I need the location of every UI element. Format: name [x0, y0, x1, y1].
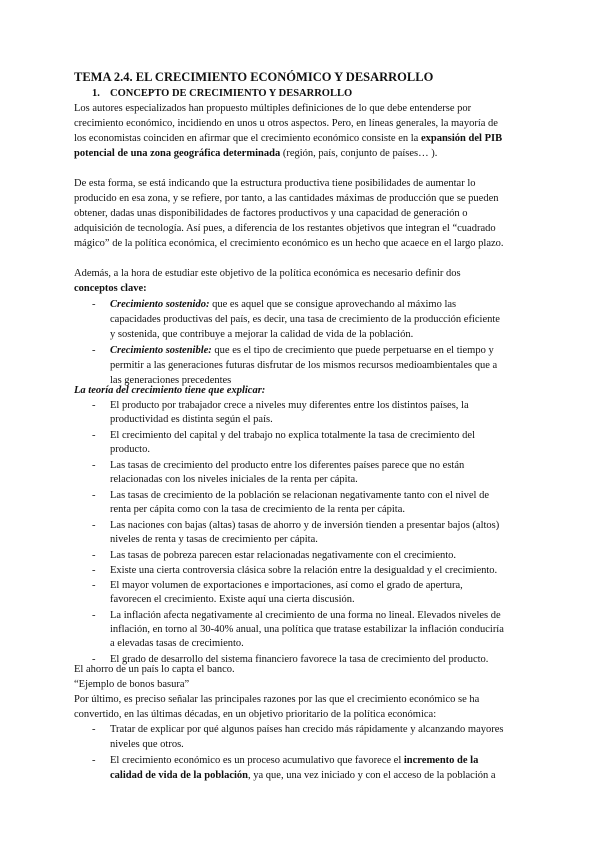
- list-dash: -: [92, 654, 96, 665]
- theory-item-line: Las tasas de crecimiento del producto entre los diferentes países parece que no están: [110, 460, 465, 471]
- paragraph-1-line: [74, 131, 502, 146]
- section-title: CONCEPTO DE CRECIMIENTO Y DESARROLLO: [110, 88, 353, 99]
- list-dash: -: [92, 755, 96, 766]
- list-dash: -: [92, 550, 96, 561]
- list-dash: -: [92, 724, 96, 735]
- reason-item-line: [110, 753, 478, 768]
- paragraph-4-line: convertido, en las últimas décadas, en un objetivo prioritario de la política económica:: [74, 709, 437, 720]
- theory-item-line: La inflación afecta negativamente al crecimiento de una forma no lineal. Elevados niveles de: [110, 610, 501, 621]
- list-dash: -: [92, 400, 96, 411]
- paragraph-2-line: De esta forma, se está indicando que la estructura productiva tiene posibilidades de aumentar lo: [74, 178, 476, 189]
- text-run: (región, país, conjunto de países… ).: [280, 148, 438, 159]
- list-dash: -: [92, 490, 96, 501]
- list-dash: -: [92, 345, 96, 356]
- list-dash: -: [92, 460, 96, 471]
- list-dash: -: [92, 610, 96, 621]
- paragraph-1-line: crecimiento económico, incidiendo en unos u otros aspectos. Pero, en líneas generales, la mayoría de: [74, 118, 498, 129]
- concept-text: capacidades productivas del país, es decir, una tasa de crecimiento de la producción eficiente: [110, 314, 500, 325]
- paragraph-1-line: Los autores especializados han propuesto múltiples definiciones de lo que debe entenderse por: [74, 103, 472, 114]
- theory-item-line: Las naciones con bajas (altas) tasas de ahorro y de inversión tienden a presentar bajos (altos): [110, 520, 500, 531]
- theory-item-line: favorecen el crecimiento. Existe aquí una cierta discusión.: [110, 594, 355, 605]
- theory-item-line: El grado de desarrollo del sistema financiero favorece la tasa de crecimiento del producto.: [110, 654, 489, 665]
- text-run: , ya que, una vez iniciado y con el acceso de la población a: [248, 770, 496, 781]
- paragraph-2-line: mágico” de la política económica, el crecimiento económico es un hecho que acaece en el largo plazo.: [74, 238, 504, 249]
- paragraph-1-line: [74, 146, 437, 161]
- emphasis-text: potencial de una zona geográfica determinada: [74, 148, 281, 159]
- theory-heading: La teoría del crecimiento tiene que explicar:: [74, 385, 266, 396]
- text-run: los economistas coinciden en afirmar que el crecimiento económico consiste en la: [74, 133, 421, 144]
- concept-term: Crecimiento sostenido:: [110, 299, 210, 310]
- reason-item-line: niveles que otros.: [110, 739, 184, 750]
- emphasis-text: calidad de vida de la población: [110, 770, 248, 781]
- paragraph-3-line: Además, a la hora de estudiar este objetivo de la política económica es necesario definir dos: [74, 268, 461, 279]
- theory-item-line: relacionadas con los niveles iniciales de la renta per cápita.: [110, 474, 358, 485]
- paragraph-2-line: producido en esa zona, y se refiere, por tanto, a las cantidades máximas de producción que se pueden: [74, 193, 499, 204]
- theory-item-line: Las tasas de crecimiento de la población se relacionan negativamente tanto con el nivel de: [110, 490, 490, 501]
- theory-item-line: renta per cápita como con la tasa de crecimiento de la renta per cápita.: [110, 504, 406, 515]
- reason-item-line: Tratar de explicar por qué algunos países han crecido más rápidamente y alcanzando mayores: [110, 724, 504, 735]
- concept-text: que es el tipo de crecimiento que puede perpetuarse en el tiempo y: [211, 345, 494, 356]
- list-dash: -: [92, 565, 96, 576]
- list-dash: -: [92, 299, 96, 310]
- theory-item-line: productividad es distinta según el país.: [110, 414, 273, 425]
- theory-item-line: Las tasas de pobreza parecen estar relacionadas negativamente con el crecimiento.: [110, 550, 457, 561]
- theory-item-line: niveles de renta y tasas de crecimiento per cápita.: [110, 534, 318, 545]
- text-run: El crecimiento económico es un proceso acumulativo que favorece el: [110, 755, 404, 766]
- paragraph-2-line: obtener, dadas unas disponibilidades de factores productivos y una capacidad de generación o: [74, 208, 468, 219]
- concept-item: [110, 297, 456, 312]
- list-dash: -: [92, 430, 96, 441]
- concept-term: Crecimiento sostenible:: [110, 345, 212, 356]
- paragraph-2-line: adquisición de tecnología. Así pues, a diferencia de los restantes objetivos que integran el “cuadrado: [74, 223, 496, 234]
- concept-text: que es aquel que se consigue aprovechando al máximo las: [209, 299, 457, 310]
- theory-item-line: a elevadas tasas de crecimiento.: [110, 638, 244, 649]
- note-line: El ahorro de un país lo capta el banco.: [74, 664, 235, 675]
- theory-item-line: Existe una cierta controversia clásica sobre la relación entre la desigualdad y el crecimiento.: [110, 565, 498, 576]
- list-dash: -: [92, 580, 96, 591]
- theory-item-line: producto.: [110, 444, 150, 455]
- emphasis-text: incremento de la: [403, 755, 479, 766]
- theory-item-line: inflación, en torno al 30-40% anual, una política que tratase estabilizar la inflación conduciría: [110, 624, 504, 635]
- note-line: “Ejemplo de bonos basura”: [74, 679, 190, 690]
- concept-text: permitir a las generaciones futuras disfrutar de los mismos recursos medioambientales que a: [110, 360, 498, 371]
- concept-text: las generaciones precedentes: [110, 375, 232, 386]
- list-dash: -: [92, 520, 96, 531]
- key-concepts-label: conceptos clave:: [74, 283, 147, 294]
- section-number: 1.: [92, 88, 100, 99]
- theory-item-line: El producto por trabajador crece a niveles muy diferentes entre los distintos países, la: [110, 400, 469, 411]
- concept-item: [110, 343, 494, 358]
- paragraph-4-line: Por último, es preciso señalar las principales razones por las que el crecimiento económico se ha: [74, 694, 480, 705]
- document-title: TEMA 2.4. EL CRECIMIENTO ECONÓMICO Y DESARROLLO: [74, 70, 434, 84]
- theory-item-line: El mayor volumen de exportaciones e importaciones, así como el grado de apertura,: [110, 580, 463, 591]
- theory-item-line: El crecimiento del capital y del trabajo no explica totalmente la tasa de crecimiento del: [110, 430, 476, 441]
- emphasis-text: expansión del PIB: [420, 133, 503, 144]
- concept-text: y sostenida, que contribuye a mejorar la calidad de vida de la población.: [110, 329, 414, 340]
- reason-item-line: [110, 768, 496, 783]
